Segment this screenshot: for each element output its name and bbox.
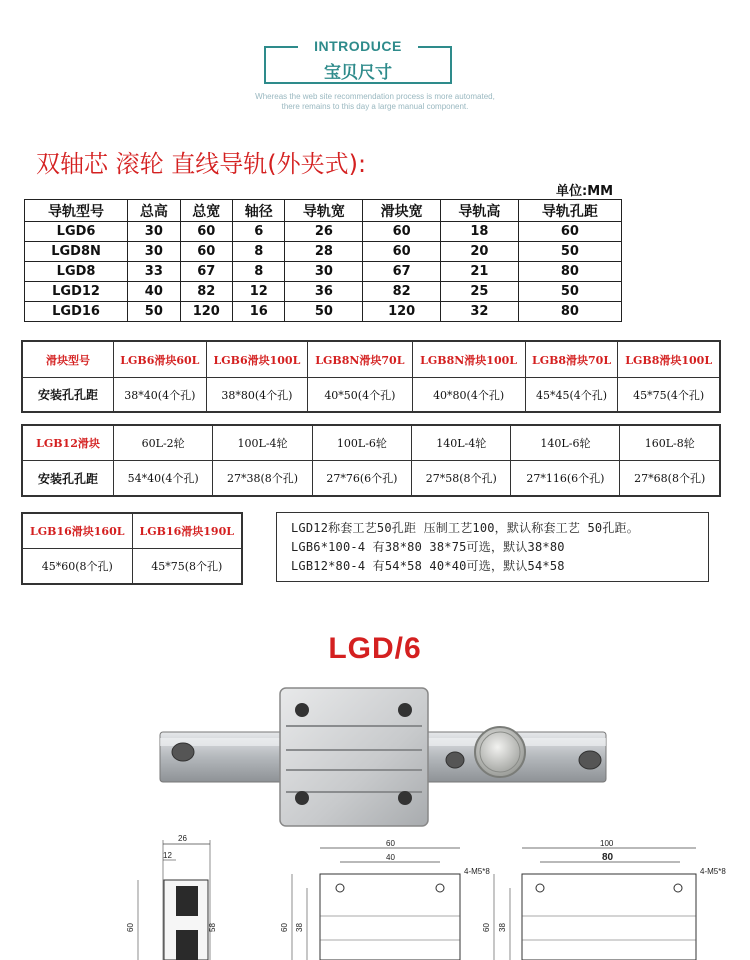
spec-header-cell: 滑块宽 (363, 200, 441, 222)
table-cell: 45*60(8个孔) (22, 549, 132, 585)
intro-title-cn: 宝贝尺寸 (324, 63, 392, 83)
spec-table (24, 199, 622, 322)
intro-title-en: INTRODUCE (314, 38, 402, 54)
table-cell: 50 (128, 302, 180, 322)
table-row (22, 513, 242, 549)
roller-lower (176, 930, 198, 960)
intro-frame-line-right (418, 46, 452, 48)
table-row (25, 242, 622, 262)
table-cell: 82 (363, 282, 441, 302)
dim-d2-inner: 80 (602, 852, 614, 863)
table-cell: 38*80(4个孔) (206, 378, 308, 413)
table-cell: 60L-2轮 (114, 425, 213, 461)
table-cell: 60 (180, 242, 232, 262)
note-line: LGB12*80-4 有54*58 40*40可选，默认54*58 (291, 559, 565, 573)
block-outline (320, 874, 460, 960)
slider-block-table-2 (21, 424, 721, 497)
dim-d2-hole: 4-M5*8 (700, 867, 726, 876)
spec-header-row (25, 200, 622, 222)
dim-d2-outer: 100 (600, 839, 614, 848)
table-cell: 40*50(4个孔) (308, 378, 412, 413)
spec-header-cell: 导轨宽 (285, 200, 363, 222)
table-row (25, 222, 622, 242)
table-cell: LGD6 (25, 222, 128, 242)
table-row (25, 282, 622, 302)
table-cell: 16 (233, 302, 285, 322)
table-cell: 60 (180, 222, 232, 242)
slider-screw-hole (398, 791, 412, 805)
spec-header-cell: 总高 (128, 200, 180, 222)
spec-header-cell: 导轨型号 (25, 200, 128, 222)
notes-box (276, 512, 709, 582)
table-cell: LGD8 (25, 262, 128, 282)
table-cell: 26 (285, 222, 363, 242)
table-cell: 18 (441, 222, 519, 242)
table-cell: 28 (285, 242, 363, 262)
table-cell: 25 (441, 282, 519, 302)
table-cell: 8 (233, 242, 285, 262)
table-cell: 80 (518, 302, 621, 322)
table-cell: 40 (128, 282, 180, 302)
table-row (22, 425, 720, 461)
table-cell: LGD8N (25, 242, 128, 262)
spec-header-cell: 轴径 (233, 200, 285, 222)
table-cell: 36 (285, 282, 363, 302)
table-cell: 27*58(8个孔) (412, 461, 511, 497)
intro-frame-line-left (264, 46, 298, 48)
table-cell: 160L-8轮 (620, 425, 720, 461)
table-cell: 滑块型号 (22, 341, 114, 378)
note-line: LGB6*100-4 有38*80 38*75可选，默认38*80 (291, 540, 565, 554)
table-row (25, 302, 622, 322)
table-cell: LGD12 (25, 282, 128, 302)
note-line: LGD12称套工艺50孔距 压制工艺100，默认称套工艺 50孔距。 (291, 521, 639, 535)
table-cell: 80 (518, 262, 621, 282)
slider-screw-hole (398, 703, 412, 717)
unit-label: 单位:MM (556, 184, 614, 199)
table-cell: 100L-6轮 (312, 425, 411, 461)
spec-header-cell: 导轨高 (441, 200, 519, 222)
table-cell: 82 (180, 282, 232, 302)
table-cell: 140L-4轮 (412, 425, 511, 461)
table-cell: 60 (363, 222, 441, 242)
block-outline (522, 874, 696, 960)
table-cell: 50 (518, 282, 621, 302)
dim-d2-left: 60 (482, 923, 491, 932)
table-cell: LGB6滑块100L (206, 341, 308, 378)
table-row (25, 262, 622, 282)
table-cell: 120 (180, 302, 232, 322)
table-cell: 32 (441, 302, 519, 322)
technical-drawing (0, 830, 750, 960)
table-cell: 27*68(8个孔) (620, 461, 720, 497)
slider-screw-hole (295, 703, 309, 717)
table-cell: LGD16 (25, 302, 128, 322)
intro-subtitle-line-2: there remains to this day a large manual component. (281, 102, 469, 111)
table-row (22, 378, 720, 413)
table-cell: 60 (363, 242, 441, 262)
table-cell: 21 (441, 262, 519, 282)
dim-d1-left: 60 (280, 923, 289, 932)
dim-side-left: 60 (126, 923, 135, 932)
table-cell: 45*75(4个孔) (618, 378, 720, 413)
table-cell: 8 (233, 262, 285, 282)
table-cell: 安装孔孔距 (22, 378, 114, 413)
section-heading: 双轴芯 滚轮 直线导轨(外夹式): (36, 150, 367, 178)
dim-side-top: 26 (178, 834, 187, 843)
product-photo (0, 680, 750, 830)
front-view-60-drawing (280, 839, 490, 960)
rail-mount-hole (172, 743, 194, 761)
table-cell: LGB16滑块160L (22, 513, 132, 549)
spec-header-cell: 总宽 (180, 200, 232, 222)
table-cell: LGB8滑块70L (525, 341, 618, 378)
dim-d1-hole: 4-M5*8 (464, 867, 490, 876)
spec-header-cell: 导轨孔距 (518, 200, 621, 222)
table-cell: 27*38(8个孔) (213, 461, 312, 497)
front-view-100-drawing (482, 839, 726, 960)
table-cell: LGB16滑块190L (132, 513, 242, 549)
table-cell: 12 (233, 282, 285, 302)
table-cell: 120 (363, 302, 441, 322)
table-cell: 67 (363, 262, 441, 282)
dim-d1-outer: 60 (386, 839, 395, 848)
table-cell: 45*75(8个孔) (132, 549, 242, 585)
product-title: LGD/6 (328, 632, 422, 665)
coin (475, 727, 525, 777)
table-cell: LGB8N滑块70L (308, 341, 412, 378)
table-cell: 20 (441, 242, 519, 262)
rail-mount-hole (446, 752, 464, 768)
table-cell: LGB6滑块60L (114, 341, 207, 378)
table-cell: 安装孔孔距 (22, 461, 114, 497)
table-cell: 50 (285, 302, 363, 322)
dim-d1-inner: 40 (386, 853, 395, 862)
table-cell: LGB8N滑块100L (412, 341, 525, 378)
dim-d2-mid: 38 (498, 923, 507, 932)
dim-d1-mid: 38 (295, 923, 304, 932)
slider-block-table-1 (21, 340, 721, 413)
table-cell: 45*45(4个孔) (525, 378, 618, 413)
table-cell: 27*116(6个孔) (511, 461, 620, 497)
dim-side-mid: 12 (163, 851, 172, 860)
rail-mount-hole (579, 751, 601, 769)
intro-subtitle-line-1: Whereas the web site recommendation process is more automated, (255, 92, 495, 101)
table-cell: 6 (233, 222, 285, 242)
table-row (22, 461, 720, 497)
roller-upper (176, 886, 198, 916)
table-cell: 30 (128, 222, 180, 242)
table-row (22, 341, 720, 378)
table-cell: 33 (128, 262, 180, 282)
table-cell: 60 (518, 222, 621, 242)
side-view-drawing (126, 834, 217, 960)
table-cell: 40*80(4个孔) (412, 378, 525, 413)
intro-subtitle (200, 92, 550, 112)
table-cell: 50 (518, 242, 621, 262)
slider-screw-hole (295, 791, 309, 805)
table-cell: LGB8滑块100L (618, 341, 720, 378)
table-cell: 67 (180, 262, 232, 282)
table-cell: 54*40(4个孔) (114, 461, 213, 497)
dim-side-right: 58 (208, 923, 217, 932)
table-row (22, 549, 242, 585)
table-cell: 27*76(6个孔) (312, 461, 411, 497)
table-cell: 30 (285, 262, 363, 282)
table-cell: 140L-6轮 (511, 425, 620, 461)
table-cell: 30 (128, 242, 180, 262)
table-cell: 100L-4轮 (213, 425, 312, 461)
table-cell: LGB12滑块 (22, 425, 114, 461)
table-cell: 38*40(4个孔) (114, 378, 207, 413)
slider-block-table-3 (21, 512, 243, 585)
